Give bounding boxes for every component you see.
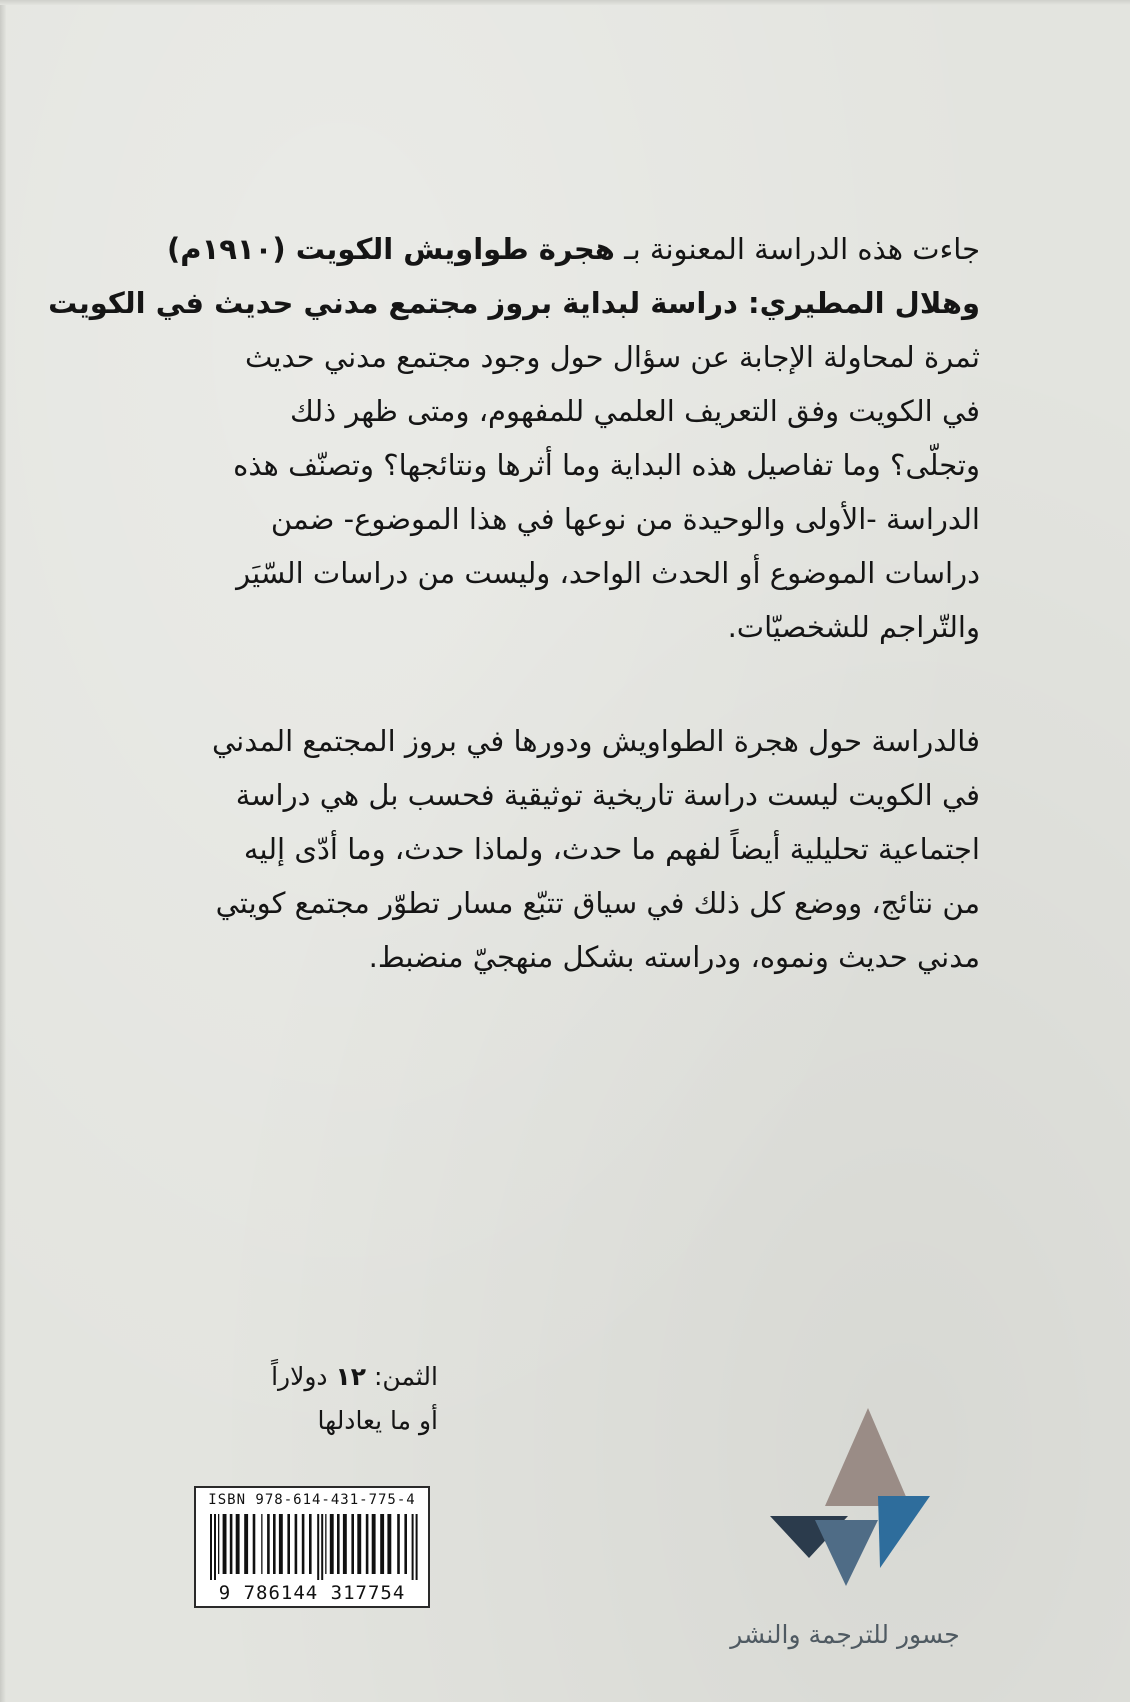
paragraph-1-line-5: وتجلّى؟ وما تفاصيل هذه البداية وما أثرها ونتائجها؟ وتصنّف هذه [233,448,980,482]
paragraph-2-line-5: مدني حديث ونموه، ودراسته بشكل منهجيّ منضبط. [368,940,980,974]
isbn-barcode [194,1486,430,1608]
barcode-bar [416,1514,418,1580]
paragraph-1-line-6: الدراسة -الأولى والوحيدة من نوعها في هذا الموضوع- ضمن [270,502,980,536]
paragraph-2-line-3: اجتماعية تحليلية أيضاً لفهم ما حدث، ولماذا حدث، وما أدّى إليه [243,832,980,866]
cover-left-edge [0,0,6,1702]
barcode-bar [253,1514,256,1574]
paragraph-1-line-8: والتّراجم للشخصيّات. [727,610,980,644]
barcode-bar [210,1514,212,1580]
isbn-label: ISBN 978-614-431-775-4 [208,1492,416,1508]
barcode-bar [387,1514,391,1574]
barcode-bar [218,1514,219,1574]
book-title-part-2: وهلال المطيري: دراسة لبداية بروز مجتمع مدني حديث في الكويت [48,286,980,320]
barcode-bar [295,1514,298,1574]
barcode-bar [302,1514,305,1574]
barcode-bar [223,1514,227,1574]
barcode-bar [380,1514,384,1574]
barcode-bar [337,1514,340,1574]
barcode-bar [330,1514,334,1574]
barcode-bar [351,1514,354,1574]
barcode-bar [230,1514,233,1574]
barcode-bar [317,1514,319,1580]
price-line [188,1355,438,1399]
barcode-bar [412,1514,414,1580]
paragraph-2-line-1: فالدراسة حول هجرة الطواويش ودورها في بروز المجتمع المدني [212,724,980,758]
paragraph-1-line-3: ثمرة لمحاولة الإجابة عن سؤال حول وجود مجتمع مدني حديث [244,340,980,374]
description-paragraph-1 [48,222,980,654]
barcode-bar [214,1514,216,1580]
barcode-digits: 9 786144 317754 [218,1582,406,1604]
publisher-logo [770,1408,950,1608]
barcode-bars [208,1514,420,1580]
barcode-bar [357,1514,361,1574]
cover-top-edge [0,0,1130,5]
barcode-bar [287,1514,290,1574]
paragraph-1-line-1: جاءت هذه الدراسة المعنونة بـ هجرة طواويش الكويت (١٩١٠م) [167,232,980,266]
barcode-bar [325,1514,326,1574]
barcode-bar [397,1514,400,1574]
logo-taupe-triangle [825,1408,910,1506]
barcode-bar [372,1514,376,1574]
paragraph-2-line-4: من نتائج، ووضع كل ذلك في سياق تتبّع مسار تطوّر مجتمع كويتي [215,886,980,920]
barcode-bar [273,1514,276,1574]
paragraph-2-line-2: في الكويت ليست دراسة تاريخية توثيقية فحسب بل هي دراسة [235,778,980,812]
barcode-bar [404,1514,407,1574]
paragraph-1-line-7: دراسات الموضوع أو الحدث الواحد، وليست من دراسات السّيَر [236,556,980,590]
description-paragraph-2 [185,714,980,984]
logo-steel-triangle [815,1520,878,1586]
barcode-bar [309,1514,312,1574]
barcode-bar [321,1514,323,1580]
price-block [188,1355,438,1443]
price-amount: ١٢ [335,1362,367,1391]
barcode-bar [261,1514,262,1574]
book-title-part-1: هجرة طواويش الكويت (١٩١٠م) [167,232,615,266]
logo-blue-triangle [878,1496,930,1568]
price-currency: دولاراً [271,1362,328,1391]
barcode-bar [366,1514,369,1574]
barcode-bar [343,1514,347,1574]
publisher-name: جسور للترجمة والنشر [730,1620,960,1649]
barcode-bar [267,1514,270,1574]
paragraph-1-line-4: في الكويت وفق التعريف العلمي للمفهوم، ومتى ظهر ذلك [289,394,980,428]
price-equivalent: أو ما يعادلها [317,1406,438,1435]
barcode-bar [236,1514,240,1574]
price-label: الثمن: [373,1362,438,1391]
barcode-bar [244,1514,248,1574]
barcode-bar [279,1514,283,1574]
